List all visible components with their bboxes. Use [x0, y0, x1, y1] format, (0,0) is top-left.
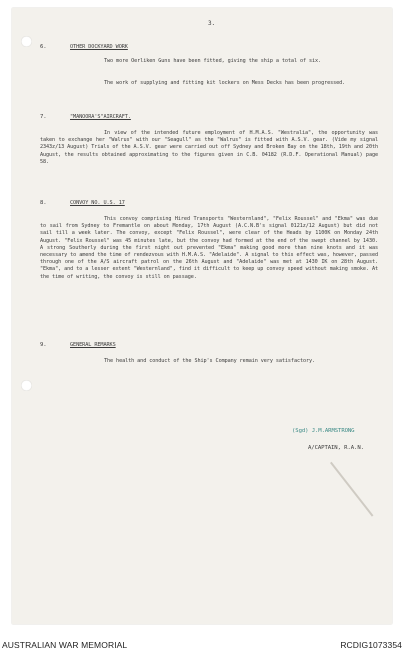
section-number: 8. — [40, 200, 47, 206]
record-id: RCDIG1073354 — [340, 640, 402, 650]
section-heading: OTHER DOCKYARD WORK — [70, 44, 128, 50]
paper-crease — [330, 462, 373, 517]
paragraph: This convoy comprising Hired Transports "Westernland", "Felix Roussel" and "Ekma" was due to sail from Sydney to Fremantle on about Monday, 17th August (A.C.N.B's signal 0121z/12 August) but did not sail till a week later. The convoy, except "Felix Roussel", were clear of the Heads by 1100K on Monday 24th August. "Felix Roussel" was 45 minutes late, but the convoy had formed at the end of the swept channel by 1430. A strong Southerly during the first night out prevented "Ekma" making good more than nine knots and it was necessary to amend the time of rendezvous with H.M.A.S. "Adelaide". A signal to this effect was, however, passed through one of the A/S aircraft patrol on the 26th August and "Adelaide" was met at 1430 IK on 28th August. "Ekma", and to a lesser extent "Westernland", find it difficult to keep up convoy speed without making smoke. At the time of writing, the convoy is still on passage. — [40, 216, 378, 280]
section-number: 7. — [40, 114, 47, 120]
section-heading: "MANOORA'S"AIRCRAFT. — [70, 114, 131, 120]
section-heading: CONVOY NO. U.S. 17 — [70, 200, 125, 206]
punch-hole — [21, 36, 32, 47]
paragraph: Two more Oerliken Guns have been fitted, giving the ship a total of six. — [104, 58, 322, 64]
page-number: 3. — [208, 20, 216, 27]
signature-stamp: (Sgd) J.M.ARMSTRONG — [292, 428, 355, 434]
paragraph: The health and conduct of the Ship's Company remain very satisfactory. — [104, 358, 316, 364]
paragraph: In view of the intended future employment of H.M.A.S. "Westralia", the opportunity was taken to exchange her "Walrus" with our "Seagull" as the "Walrus" is fitted with A.S.V. gear. (Vide my signal 2343z/13 August) Trials of the A.S.V. gear were carried out off Sydney and Broken Bay on the 18th, 19th and 20th August, the results obtained approximating to the figures given in C.B. 04182 (R.D.F. Operational Manual) page 58. — [40, 130, 378, 165]
paragraph: The work of supplying and fitting kit lockers on Mess Decks has been progressed. — [104, 80, 346, 86]
document-page — [12, 8, 392, 624]
section-number: 9. — [40, 342, 47, 348]
archive-credit: AUSTRALIAN WAR MEMORIAL — [2, 640, 128, 650]
signatory-rank: A/CAPTAIN, R.A.N. — [308, 445, 364, 451]
section-heading: GENERAL REMARKS — [70, 342, 116, 348]
section-number: 6. — [40, 44, 47, 50]
punch-hole — [21, 380, 32, 391]
